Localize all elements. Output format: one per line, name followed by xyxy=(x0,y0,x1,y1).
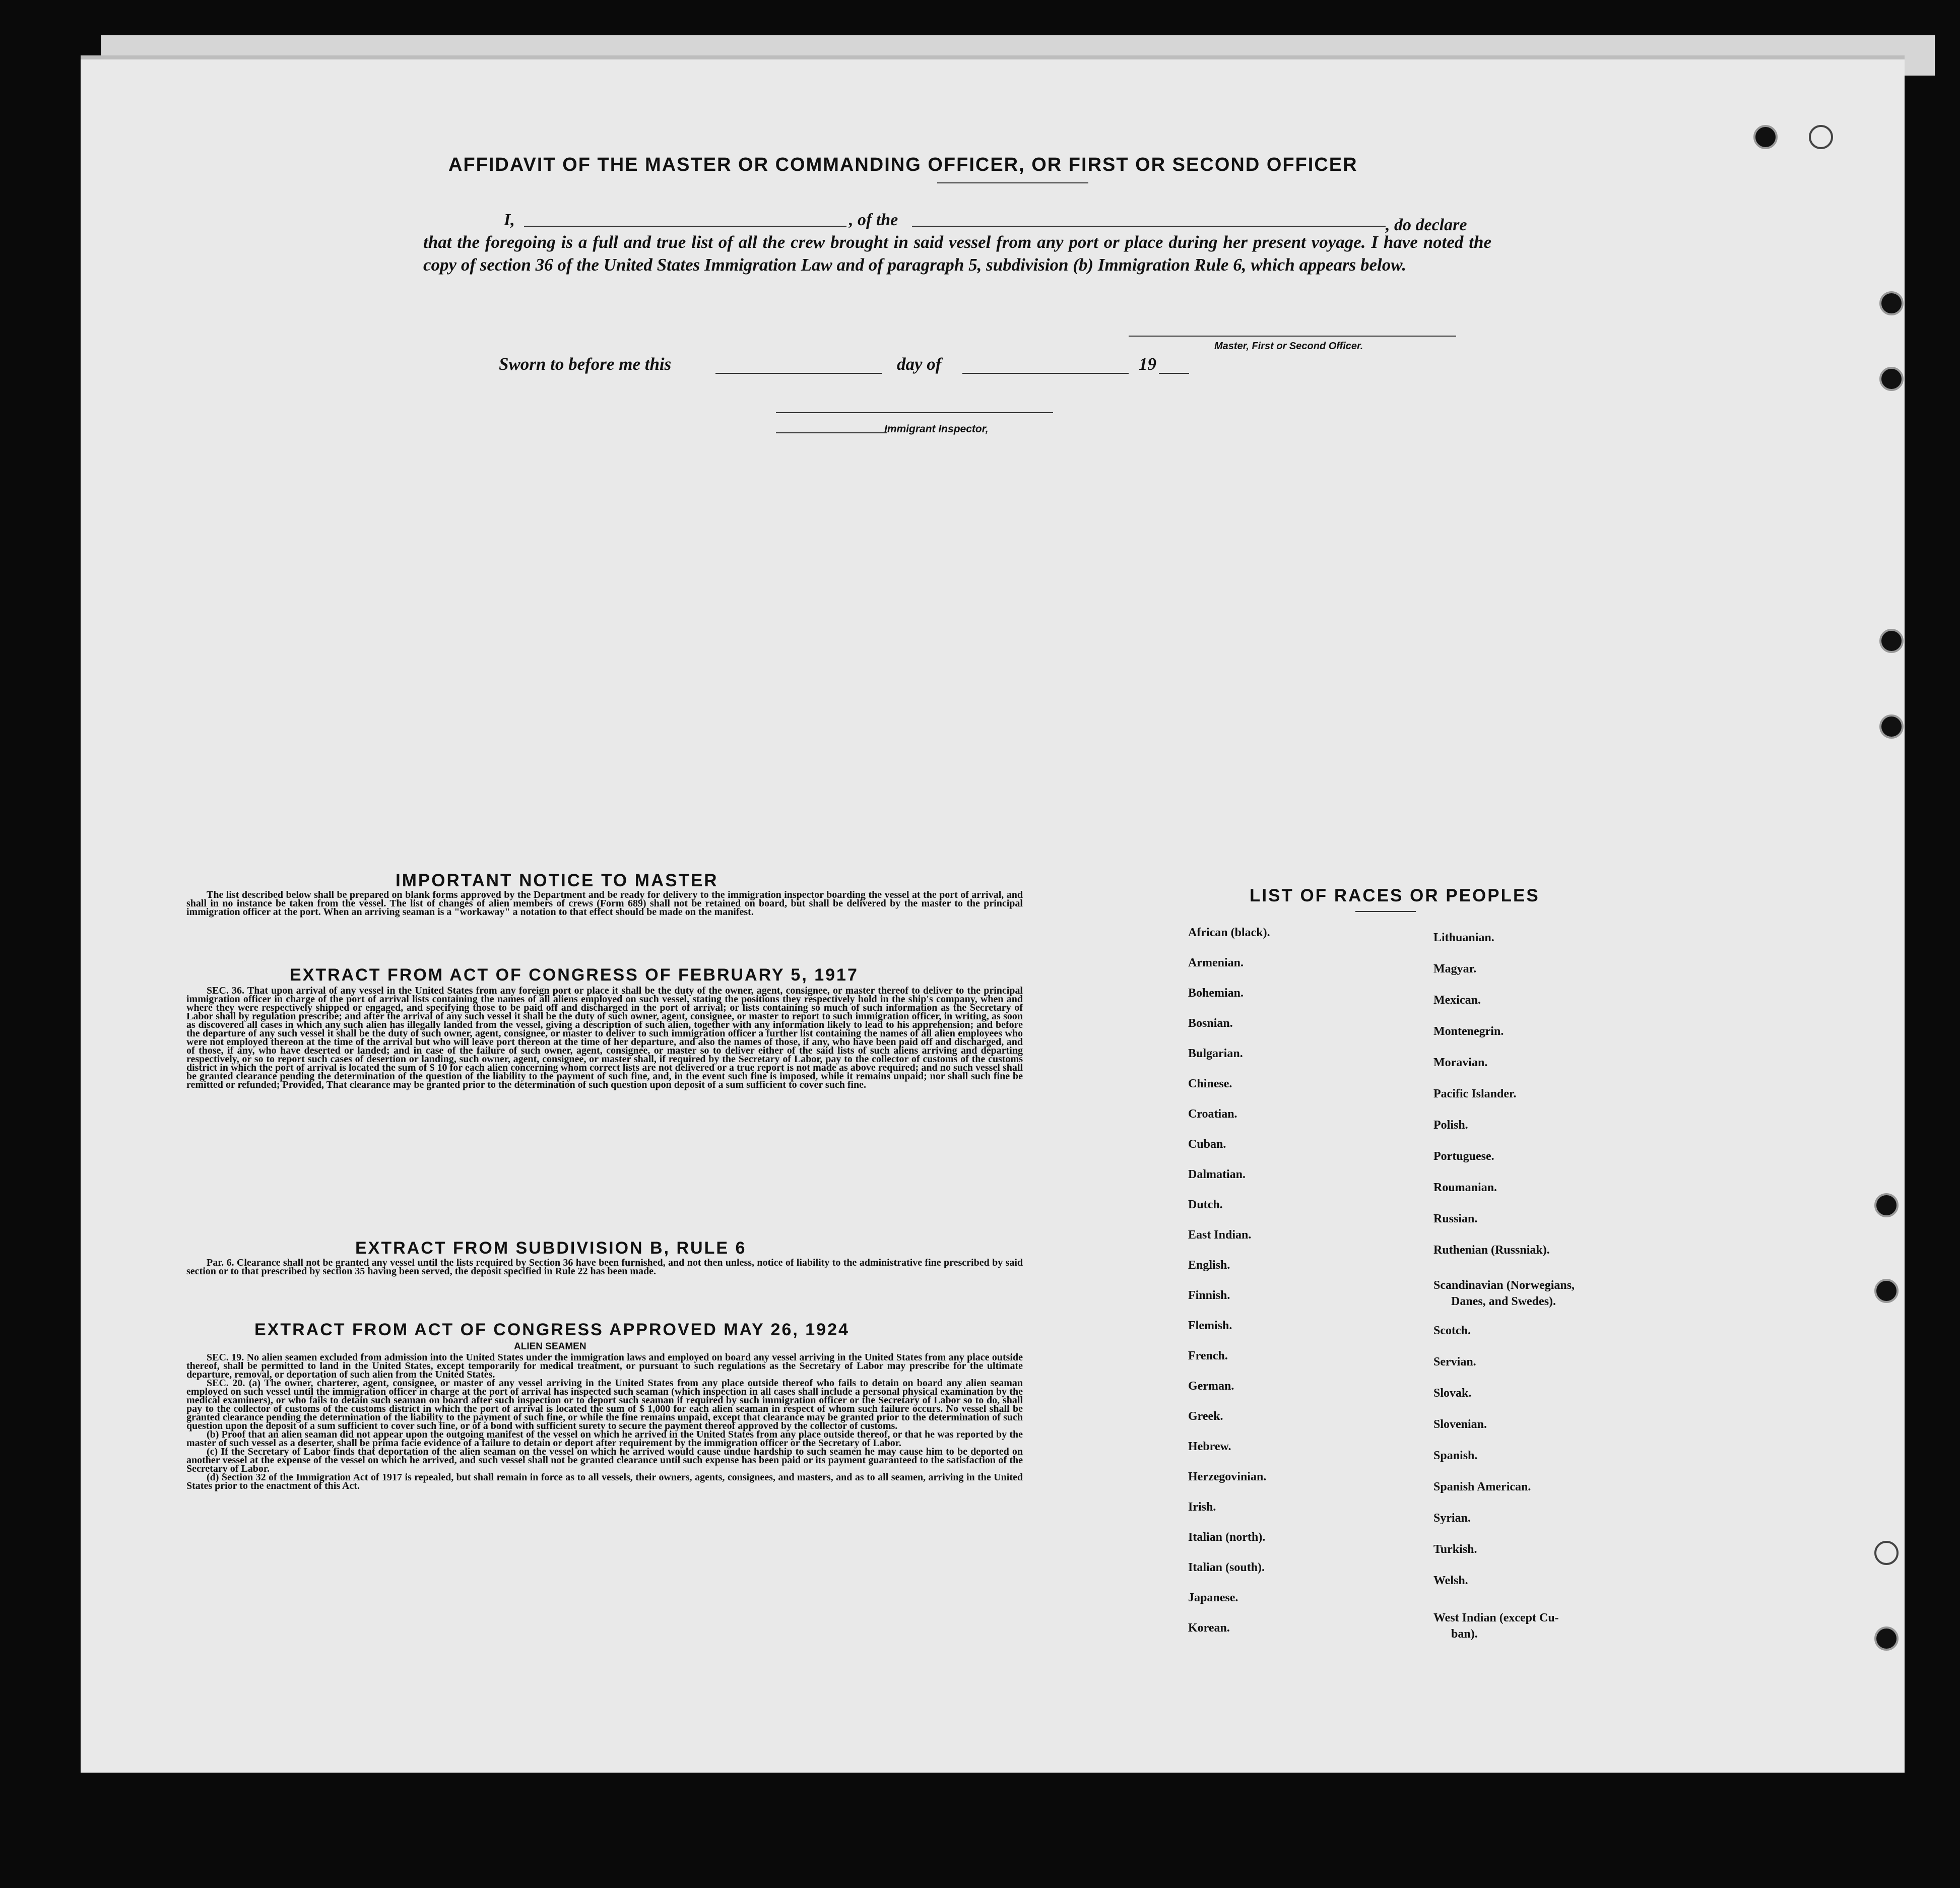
race-right: Slovenian. xyxy=(1433,1418,1487,1431)
race-left: French. xyxy=(1188,1349,1228,1362)
manifest-sheet xyxy=(81,55,1905,1773)
race-right: Lithuanian. xyxy=(1433,931,1494,944)
sworn-day-of: day of xyxy=(897,354,942,374)
race-left: Hebrew. xyxy=(1188,1440,1231,1453)
race-right: ban). xyxy=(1451,1627,1478,1641)
race-left: Italian (south). xyxy=(1188,1561,1265,1574)
race-left: East Indian. xyxy=(1188,1228,1252,1242)
affidavit-title-underline xyxy=(937,182,1088,183)
race-left: Armenian. xyxy=(1188,956,1244,969)
race-right: Turkish. xyxy=(1433,1543,1477,1556)
binder-hole-icon xyxy=(1874,1193,1899,1217)
sec-20a-paragraph: SEC. 20. (a) The owner, charterer, agent, consignee, or master of any vessel arriving in the United States from any place outside thereof who fails to detain on board any alien seaman employed on such vessel until the immigration officer in charge at the port of arrival has inspected such seaman (which inspection in all cases shall include a personal physical examination by the medical examiners), or who fails to detain such seaman on board after such inspection or to deport such seaman if required by such immigration officer or the Secretary of Labor so to do, shall pay to the collector of customs of the customs district in which the port of arrival is located the sum of $ 1,000 for each alien seaman in respect of whom such failure occurs. No vessel shall be granted clearance pending the determination of the liability to the payment of such fine, or while the fine remains unpaid, except that clearance may be granted prior to the determination of such question upon the deposit of a sum sufficient to cover such fine, or of a bond with sufficient surety to secure the payment thereof approved by the collector of customs. xyxy=(186,1378,1023,1431)
signature-label: Master, First or Second Officer. xyxy=(1214,341,1363,352)
races-title-underline xyxy=(1355,911,1416,912)
inspector-label: Immigrant Inspector, xyxy=(884,423,989,435)
race-left: Finnish. xyxy=(1188,1289,1230,1302)
race-left: Herzegovinian. xyxy=(1188,1470,1267,1483)
affidavit-title: AFFIDAVIT OF THE MASTER OR COMMANDING OFFICER, OR FIRST OR SECOND OFFICER xyxy=(448,154,1358,175)
race-left: African (black). xyxy=(1188,926,1270,939)
race-right: Magyar. xyxy=(1433,962,1477,975)
race-right: Russian. xyxy=(1433,1212,1478,1225)
race-right: Danes, and Swedes). xyxy=(1451,1295,1556,1308)
binder-hole-icon xyxy=(1874,1279,1899,1303)
binder-hole-icon xyxy=(1879,291,1904,315)
sec-19-paragraph: SEC. 19. No alien seamen excluded from admission into the United States under the immigration laws and employed on board any vessel arriving in the United States from any place outside thereof, shall be permitted to land in the United States, except temporarily for medical treatment, or pursuant to such regulations as the Secretary of Labor may prescribe for the ultimate departure, removal, or deportation of such alien from the United States. xyxy=(186,1352,1023,1380)
race-right: Montenegrin. xyxy=(1433,1025,1504,1038)
race-left: Dalmatian. xyxy=(1188,1168,1246,1181)
race-right: Roumanian. xyxy=(1433,1181,1497,1194)
inspector-blank-top[interactable] xyxy=(776,412,1053,413)
race-left: Greek. xyxy=(1188,1410,1223,1423)
race-right: West Indian (except Cu- xyxy=(1433,1611,1559,1624)
vessel-blank[interactable] xyxy=(912,226,1386,227)
sworn-year: 19 xyxy=(1139,354,1156,374)
binder-hole-icon xyxy=(1874,1541,1899,1565)
race-right: Pacific Islander. xyxy=(1433,1087,1517,1100)
race-right: Spanish American. xyxy=(1433,1480,1531,1493)
binder-hole-icon xyxy=(1809,125,1833,149)
race-right: Ruthenian (Russniak). xyxy=(1433,1244,1550,1257)
race-left: Croatian. xyxy=(1188,1108,1237,1121)
race-left: Chinese. xyxy=(1188,1077,1232,1090)
race-right: Spanish. xyxy=(1433,1449,1478,1462)
race-right: Scotch. xyxy=(1433,1324,1471,1337)
race-left: Irish. xyxy=(1188,1501,1216,1514)
race-left: Flemish. xyxy=(1188,1319,1232,1332)
sworn-day-blank[interactable] xyxy=(715,373,882,374)
name-blank[interactable] xyxy=(524,226,846,227)
race-left: Cuban. xyxy=(1188,1138,1226,1151)
affidavit-line1-i: I, xyxy=(504,211,515,229)
race-left: Dutch. xyxy=(1188,1198,1223,1211)
race-left: English. xyxy=(1188,1259,1230,1272)
extract-1917-title: EXTRACT FROM ACT OF CONGRESS OF FEBRUARY 5, 1917 xyxy=(290,965,859,985)
extract-1917-body: SEC. 36. That upon arrival of any vessel in the United States from any foreign port or place it shall be the duty of the owner, agent, consignee, or master thereof to deliver to the principal immigration officer in charge of the port of arrival lists containing the names of all aliens employed on such vessel, stating the positions they respectively hold in the ship's company, when and where they were respectively shipped or engaged, and specifying those to be paid off and discharged in the port of arrival; or lists containing so much of such information as the Secretary of Labor shall by regulation prescribe; and after the arrival of any such vessel it shall be the duty of such owner, agent, consignee, or master to report to such immigration officer, in writing, as soon as discovered all cases in which any such alien has illegally landed from the vessel, giving a description of such alien, together with any information likely to lead to his apprehension; and before the departure of any such vessel it shall be the duty of such owner, agent, consignee, or master to deliver to such immigration officer a further list containing the names of all alien employees who were not employed thereon at the time of the arrival but who will leave port thereon at the time of her departure, and also the names of those, if any, who have been paid off and discharged, and of those, if any, who have deserted or landed; and in case of the failure of such owner, agent, consignee, or master so to deliver either of the said lists of such aliens arriving and departing respectively, or so to report such cases of desertion or landing, such owner, agent, consignee, or master shall, if required by the Secretary of Labor, pay to the collector of customs of the customs district in which the port of arrival is located the sum of $ 10 for each alien concerning whom correct lists are not delivered or a true report is not made as above required; and no such vessel shall be granted clearance pending the determination of the question of the liability to the payment of such fine, and, in the event such fine is imposed, while it remains unpaid; nor shall such fine be remitted or refunded; Provided, That clearance may be granted prior to the determination of such question upon deposit of a sum sufficient to cover such fine. xyxy=(186,985,1023,1090)
race-right: Syrian. xyxy=(1433,1512,1471,1525)
race-right: Slovak. xyxy=(1433,1387,1472,1400)
sec-20c-paragraph: (c) If the Secretary of Labor finds that deportation of the alien seaman on the vessel on which he arrived would cause undue hardship to such seamen he may cause him to be deported on another vessel at the expense of the vessel on which he arrived, and such vessel shall not be granted clearance until such expense has been paid or its payment guaranteed to the satisfaction of the Secretary of Labor. xyxy=(186,1446,1023,1474)
extract-1924-body xyxy=(186,1353,1023,1490)
affidavit-line1-of: , of the xyxy=(849,211,898,229)
binder-hole-icon xyxy=(1874,1626,1899,1651)
sec-20d-paragraph: (d) Section 32 of the Immigration Act of 1917 is repealed, but shall remain in force as to all vessels, their owners, agents, consignees, and masters, and as to all seamen, arriving in the United States prior to the enactment of this Act. xyxy=(186,1472,1023,1491)
binder-hole-icon xyxy=(1879,629,1904,653)
race-left: Bulgarian. xyxy=(1188,1047,1243,1060)
race-left: Bosnian. xyxy=(1188,1017,1233,1030)
race-right: Servian. xyxy=(1433,1355,1476,1369)
race-left: Japanese. xyxy=(1188,1591,1238,1604)
races-title: LIST OF RACES OR PEOPLES xyxy=(1250,886,1540,905)
sworn-prefix: Sworn to before me this xyxy=(499,354,672,374)
sec-20b-paragraph: (b) Proof that an alien seaman did not appear upon the outgoing manifest of the vessel on which he arrived in the United States from any place outside thereof, or that he was reported by the master of such vessel as a deserter, shall be prima facie evidence of a failure to detain or deport after requirement by the immigration officer or the Secretary of Labor. xyxy=(186,1429,1023,1449)
extract-1924-subtitle: ALIEN SEAMEN xyxy=(514,1341,586,1352)
notice-title: IMPORTANT NOTICE TO MASTER xyxy=(396,871,718,890)
sworn-month-blank[interactable] xyxy=(962,373,1129,374)
inspector-blank[interactable] xyxy=(776,432,887,433)
extract-1924-title: EXTRACT FROM ACT OF CONGRESS APPROVED MAY 26, 1924 xyxy=(254,1320,850,1339)
signature-blank[interactable] xyxy=(1129,336,1456,337)
binder-hole-icon xyxy=(1879,367,1904,391)
race-left: German. xyxy=(1188,1380,1234,1393)
race-right: Mexican. xyxy=(1433,994,1481,1007)
race-right: Welsh. xyxy=(1433,1574,1468,1587)
affidavit-line1-declare: , do declare xyxy=(1386,216,1467,234)
extract-rule6-title: EXTRACT FROM SUBDIVISION B, RULE 6 xyxy=(355,1239,747,1258)
binder-hole-icon xyxy=(1879,714,1904,739)
race-left: Korean. xyxy=(1188,1621,1230,1635)
extract-rule6-body: Par. 6. Clearance shall not be granted any vessel until the lists required by Section 36 have been furnished, and not then unless, notice of liability to the administrative fine prescribed by said section or to that prescribed by section 35 having been served, the deposit specified in Rule 22 has been made. xyxy=(186,1257,1023,1277)
race-right: Moravian. xyxy=(1433,1056,1488,1069)
race-right: Polish. xyxy=(1433,1119,1468,1132)
race-left: Bohemian. xyxy=(1188,987,1244,1000)
sworn-year-blank[interactable] xyxy=(1159,373,1189,374)
race-left: Italian (north). xyxy=(1188,1531,1266,1544)
race-right: Scandinavian (Norwegians, xyxy=(1433,1279,1575,1292)
notice-body: The list described below shall be prepared on blank forms approved by the Department and be ready for delivery to the immigration inspector boarding the vessel at the port of arrival, and shall in no instance be taken from the vessel. The list of changes of alien members of crews (Form 689) shall not be retained on board, but shall be delivered by the master to the principal immigration officer at the port. When an arriving seaman is a "workaway" a notation to that effect should be made on the manifest. xyxy=(186,889,1023,918)
affidavit-body: that the foregoing is a full and true list of all the crew brought in said vessel from any port or place during her present voyage. I have noted the copy of section 36 of the United States Immigration Law and of paragraph 5, subdivision (b) Immigration Rule 6, which appears below. xyxy=(423,232,1491,275)
binder-hole-icon xyxy=(1753,125,1778,149)
race-right: Portuguese. xyxy=(1433,1150,1494,1163)
